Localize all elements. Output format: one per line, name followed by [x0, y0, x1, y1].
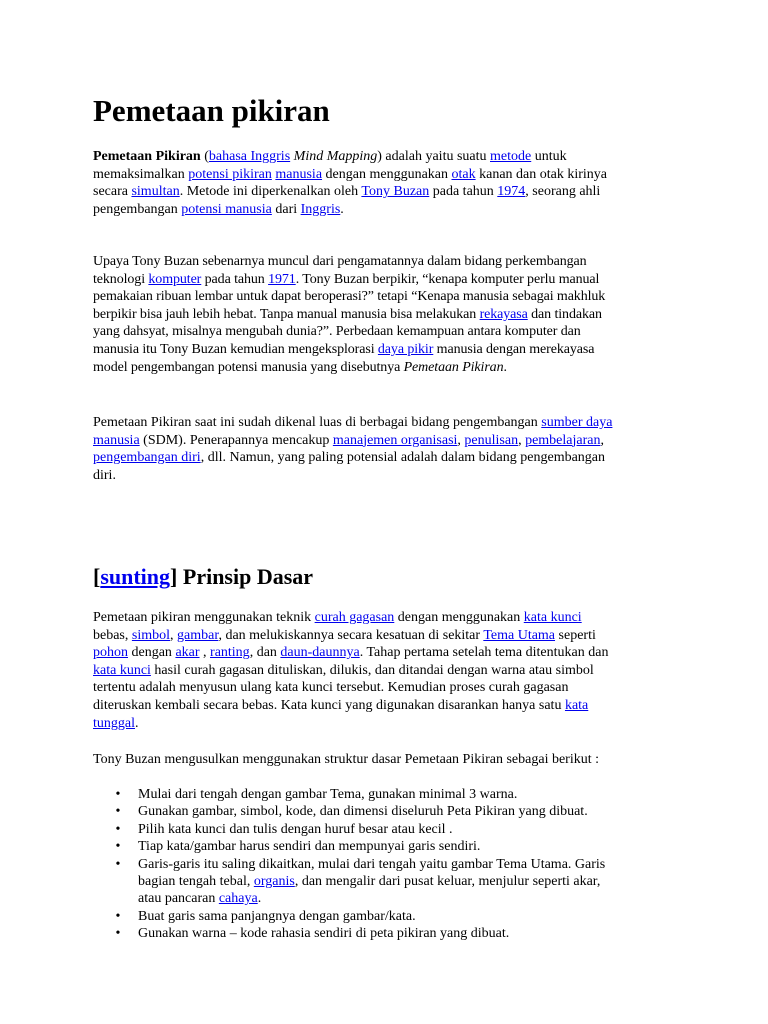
text-run: ,	[600, 432, 604, 448]
history-paragraph	[93, 253, 683, 376]
link-bahasa-inggris[interactable]: bahasa Inggris	[208, 149, 291, 164]
text-run: model pengembangan potensi manusia yang disebutnya	[93, 359, 404, 375]
usage-paragraph	[93, 414, 683, 484]
usage-line-3	[93, 449, 683, 467]
principle-line-3	[93, 644, 683, 662]
text-run: .	[503, 359, 507, 375]
text-run: secara	[93, 184, 132, 200]
list-item	[93, 803, 683, 820]
text-run: ,	[457, 432, 465, 448]
section-heading-text: Prinsip Dasar	[177, 564, 314, 589]
text-run: .	[135, 715, 139, 731]
text-run: .	[257, 891, 262, 907]
link-tony-buzan[interactable]: Tony Buzan	[361, 184, 430, 200]
link-pohon[interactable]: pohon	[93, 645, 128, 661]
text-run: , seorang ahli	[525, 184, 601, 200]
text-run: ,	[170, 627, 178, 643]
link-pengembangan-diri[interactable]: pengembangan diri	[93, 450, 201, 466]
intro-line-1	[93, 148, 683, 166]
text-run: dan tindakan	[527, 306, 602, 322]
link-rekayasa[interactable]: rekayasa	[479, 306, 528, 322]
principle-line-7	[93, 715, 683, 733]
list-item	[93, 838, 683, 855]
intro-line-3	[93, 183, 683, 201]
edit-section-link[interactable]: sunting	[100, 564, 171, 589]
link-simbol[interactable]: simbol	[131, 627, 171, 643]
principle-line-5: tertentu adalah menyusun ulang kata kunci tersebut. Kemudian proses curah gagasan	[93, 680, 569, 696]
text-run: . Tony Buzan berpikir, “kenapa komputer perlu manual	[295, 271, 600, 287]
text-run: atau pancaran	[138, 891, 219, 907]
list-item-text: Garis-garis itu saling dikaitkan, mulai dari tengah yaitu gambar Tema Utama. Garis	[138, 856, 606, 872]
text-run: ,	[518, 432, 526, 448]
link-1971[interactable]: 1971	[268, 271, 296, 287]
text-run: ) adalah yaitu suatu	[377, 149, 491, 164]
link-1974[interactable]: 1974	[497, 184, 526, 200]
list-item	[93, 786, 683, 803]
list-item-text: Mulai dari tengah dengan gambar Tema, gunakan minimal 3 warna.	[138, 787, 518, 802]
edit-bracket-open: [	[93, 564, 101, 589]
text-run: seperti	[555, 627, 596, 643]
list-item-text	[138, 873, 683, 890]
link-simultan[interactable]: simultan	[131, 184, 180, 200]
term-italic: Mind Mapping	[293, 149, 378, 164]
link-pembelajaran[interactable]: pembelajaran	[525, 432, 601, 448]
page-title: Pemetaan pikiran	[93, 93, 330, 128]
list-item	[93, 856, 683, 908]
link-kata-kunci-2[interactable]: kata kunci	[93, 662, 151, 678]
history-line-2	[93, 271, 683, 289]
link-metode[interactable]: metode	[490, 149, 532, 164]
list-item	[93, 821, 683, 838]
text-run: hasil curah gagasan dituliskan, dilukis, dan ditandai dengan warna atau simbol	[150, 662, 594, 678]
list-item-text: Gunakan gambar, simbol, kode, dan dimensi diseluruh Peta Pikiran yang dibuat.	[138, 804, 588, 820]
principle-paragraph	[93, 609, 683, 732]
list-item-text: Pilih kata kunci dan tulis dengan huruf besar atau kecil .	[138, 821, 453, 837]
link-inggris[interactable]: Inggris	[300, 201, 341, 217]
bullet-glyph: •	[115, 787, 121, 802]
text-run: manusia itu Tony Buzan kemudian mengeksplorasi	[93, 341, 378, 357]
link-gambar[interactable]: gambar	[177, 627, 219, 643]
list-item	[93, 925, 683, 942]
link-komputer[interactable]: komputer	[148, 271, 202, 287]
link-kata-tunggal[interactable]: kata	[564, 697, 589, 713]
link-organis[interactable]: organis	[253, 874, 295, 890]
text-run: memaksimalkan	[93, 166, 189, 182]
text-run: Pemetaan pikiran menggunakan teknik	[93, 610, 315, 625]
link-kata-tunggal-cont[interactable]: tunggal	[93, 715, 135, 731]
text-run: bebas,	[93, 627, 132, 643]
bullet-glyph: •	[115, 804, 121, 820]
usage-line-4: diri.	[93, 467, 116, 483]
bullet-glyph: •	[115, 839, 121, 855]
text-run: , dan	[249, 645, 281, 661]
text-run: bagian tengah tebal,	[138, 874, 254, 890]
history-line-7	[93, 359, 683, 377]
link-ranting[interactable]: ranting	[210, 645, 250, 661]
list-item-text: Buat garis sama panjangnya dengan gambar/kata.	[138, 908, 416, 924]
text-run: berpikir bisa jauh lebih hebat. Tanpa manual manusia bisa melakukan	[93, 306, 480, 322]
bullet-glyph: •	[115, 908, 121, 924]
link-potensi-pikiran[interactable]: potensi pikiran	[188, 166, 272, 182]
structure-intro-line: Tony Buzan mengusulkan menggunakan struktur dasar Pemetaan Pikiran sebagai berikut :	[93, 752, 600, 767]
history-line-3: pemakaian ribuan lembar untuk dapat beroperasi?” tetapi “Kenapa manusia sebagai makhluk	[93, 289, 606, 305]
bullet-glyph: •	[115, 926, 121, 942]
link-tema-utama[interactable]: Tema Utama	[483, 627, 556, 643]
text-run: , dll. Namun, yang paling potensial adalah dalam bidang pengembangan	[200, 450, 606, 466]
history-line-4	[93, 306, 683, 324]
principle-line-2	[93, 627, 683, 645]
link-akar[interactable]: akar	[175, 645, 200, 661]
usage-line-2	[93, 432, 683, 450]
text-run: manusia dengan merekayasa	[433, 341, 595, 357]
text-run: .	[340, 201, 344, 217]
bullet-glyph: •	[115, 856, 121, 872]
principle-line-6	[93, 697, 683, 715]
text-run: dengan menggunakan	[394, 610, 524, 625]
list-item-text: Tiap kata/gambar harus sendiri dan mempunyai garis sendiri.	[138, 839, 481, 855]
link-sumber-daya-manusia-cont[interactable]: manusia	[93, 432, 140, 448]
text-run: pada tahun	[201, 271, 269, 287]
link-potensi-manusia[interactable]: potensi manusia	[181, 201, 272, 217]
text-run: (SDM). Penerapannya mencakup	[139, 432, 333, 448]
link-daya-pikir[interactable]: daya pikir	[377, 341, 434, 357]
text-run: , dan melukiskannya secara kesatuan di sekitar	[218, 627, 484, 643]
intro-line-4	[93, 201, 683, 219]
text-run: dengan	[128, 645, 176, 661]
text-run: . Tahap pertama setelah tema ditentukan dan	[359, 645, 609, 661]
section-heading-prinsip-dasar	[93, 562, 313, 592]
text-run: dari	[271, 201, 301, 217]
principle-line-1	[93, 609, 683, 627]
link-sumber-daya-manusia[interactable]: sumber daya	[541, 415, 613, 430]
link-curah-gagasan[interactable]: curah gagasan	[314, 610, 395, 625]
usage-line-1	[93, 414, 683, 432]
intro-line-2	[93, 166, 683, 184]
link-manajemen-organisasi[interactable]: manajemen organisasi	[332, 432, 458, 448]
structure-list	[93, 786, 683, 943]
link-penulisan[interactable]: penulisan	[464, 432, 519, 448]
text-run: teknologi	[93, 271, 149, 287]
history-line-1: Upaya Tony Buzan sebenarnya muncul dari pengamatannya dalam bidang perkembangan	[93, 254, 587, 269]
text-run: untuk	[531, 149, 567, 164]
text-run: pada tahun	[429, 184, 498, 200]
link-manusia[interactable]: manusia	[275, 166, 323, 182]
history-line-6	[93, 341, 683, 359]
intro-paragraph	[93, 148, 683, 218]
text-run: diteruskan kembali secara bebas. Kata kunci yang digunakan disarankan hanya satu	[93, 697, 565, 713]
text-run: kanan dan otak kirinya	[475, 166, 608, 182]
edit-bracket-close: ]	[170, 564, 178, 589]
bullet-glyph: •	[115, 821, 121, 837]
history-line-5: yang dahsyat, misalnya mengubah dunia?”. Perbedaan kemampuan antara komputer dan	[93, 324, 581, 340]
text-run: . Metode ini diperkenalkan oleh	[179, 184, 362, 200]
term-bold: Pemetaan Pikiran	[93, 149, 201, 164]
link-kata-kunci[interactable]: kata kunci	[523, 610, 582, 625]
link-otak[interactable]: otak	[451, 166, 476, 182]
text-run: (	[200, 149, 209, 164]
list-item-text: Gunakan warna – kode rahasia sendiri di peta pikiran yang dibuat.	[138, 926, 510, 942]
text-run: ,	[199, 645, 211, 661]
text-run: dengan menggunakan	[322, 166, 452, 182]
link-daun-daunnya[interactable]: daun-daunnya	[280, 645, 360, 661]
text-run: , dan mengalir dari pusat keluar, menjulur seperti akar,	[294, 874, 601, 890]
list-item	[93, 908, 683, 925]
principle-line-4	[93, 662, 683, 680]
text-run: pengembangan	[93, 201, 182, 217]
term-italic: Pemetaan Pikiran	[403, 359, 504, 375]
list-item-text	[138, 890, 683, 907]
link-cahaya[interactable]: cahaya	[218, 891, 258, 907]
structure-intro-paragraph	[93, 751, 683, 769]
text-run: Pemetaan Pikiran saat ini sudah dikenal luas di berbagai bidang pengembangan	[93, 415, 542, 430]
